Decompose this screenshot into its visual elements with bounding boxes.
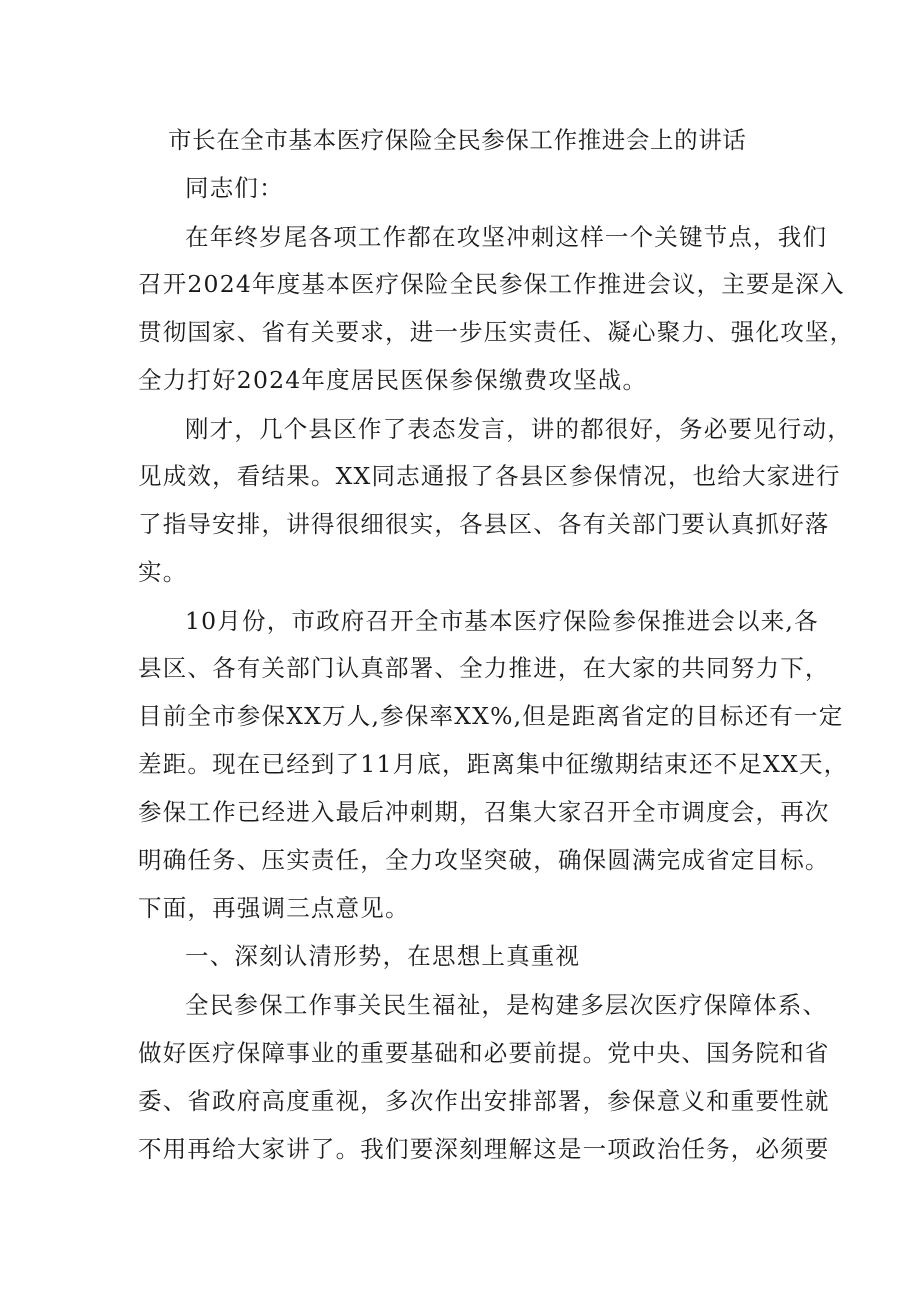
paragraph-line: 全民参保工作事关民生福祉，是构建多层次医疗保障体系、 bbox=[185, 991, 828, 1019]
paragraph-line: 全力打好2024年度居民医保参保缴费攻坚战。 bbox=[138, 366, 648, 394]
section-heading: 一、深刻认清形势，在思想上真重视 bbox=[185, 942, 581, 970]
paragraph-line: 贯彻国家、省有关要求，进一步压实责任、凝心聚力、强化攻坚， bbox=[138, 318, 855, 346]
paragraph-line: 差距。现在已经到了11月底，距离集中征缴期结束还不足XX天， bbox=[138, 750, 849, 778]
paragraph-line: 目前全市参保XX万人,参保率XX%,但是距离省定的目标还有一定 bbox=[138, 702, 844, 730]
paragraph-line: 召开2024年度基本医疗保险全民参保工作推进会议，主要是深入 bbox=[138, 270, 845, 298]
document-title: 市长在全市基本医疗保险全民参保工作推进会上的讲话 bbox=[168, 126, 747, 154]
paragraph-line: 不用再给大家讲了。我们要深刻理解这是一项政治任务，必须要 bbox=[138, 1135, 830, 1163]
paragraph-line: 实。 bbox=[138, 558, 188, 586]
salutation: 同志们： bbox=[185, 174, 284, 202]
paragraph-line: 委、省政府高度重视，多次作出安排部署，参保意义和重要性就 bbox=[138, 1087, 830, 1115]
paragraph-line: 做好医疗保障事业的重要基础和必要前提。党中央、国务院和省 bbox=[138, 1039, 830, 1067]
paragraph-line: 了指导安排，讲得很细很实，各县区、各有关部门要认真抓好落 bbox=[138, 510, 830, 538]
paragraph-line: 在年终岁尾各项工作都在攻坚冲刺这样一个关键节点，我们 bbox=[185, 223, 828, 251]
paragraph-line: 下面，再强调三点意见。 bbox=[138, 894, 410, 922]
paragraph-line: 参保工作已经进入最后冲刺期，召集大家召开全市调度会，再次 bbox=[138, 798, 830, 826]
paragraph-line: 明确任务、压实责任，全力攻坚突破，确保圆满完成省定目标。 bbox=[138, 846, 830, 874]
paragraph-line: 10月份，市政府召开全市基本医疗保险参保推进会以来,各 bbox=[185, 607, 819, 635]
paragraph-line: 县区、各有关部门认真部署、全力推进，在大家的共同努力下， bbox=[138, 654, 830, 682]
paragraph-line: 见成效，看结果。XX同志通报了各县区参保情况，也给大家进行 bbox=[138, 462, 841, 490]
paragraph-line: 刚才，几个县区作了表态发言，讲的都很好，务必要见行动， bbox=[185, 415, 852, 443]
